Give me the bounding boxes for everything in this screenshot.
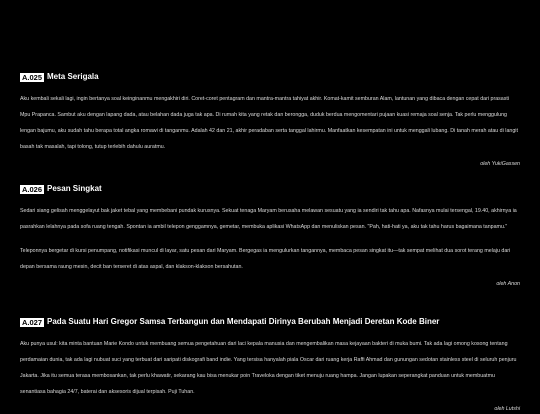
entry-a026	[20, 184, 520, 289]
entry-code-badge: A.025	[22, 72, 43, 82]
entry-paragraph: Aku punya usul: kita minta bantuan Marie Kondo untuk membuang semua pengetahuan dari laci kepala manusia dan mengembalikan masa kejayaan bakteri di muka bumi. Tak ada lagi omong kosong tentang perdamaian dunia, tak ada lagi nubuat suci yang terbuat dari saripati diskografi band indie. Yang tersisa hanyalah piala Oscar dari ruang kerja Raffi Ahmad dan gunungan sedotan stainless steel di seluruh penjuru Jakarta. Jika itu semua terasa membosankan, tak perlu khawatir, sekarang kau bisa menukar poin Traveloka dengan tiket menuju ruang hampa. Jangan lupakan seperangkat panduan untuk membuatmu senantiasa bahagia 24/7, baterai dan aksesoris dijual terpisah. Puji Tuhan.	[20, 341, 517, 395]
entry-paragraph: Teleponnya bergetar di kursi penumpang, notifikasi muncul di layar, satu pesan dari Maryam. Bergegas ia mengulurkan tangannya, membaca pesan singkat itu—tak sempat melihat dua sorot terang melaju dari depan bersama raung mesin, decit ban terseret di atas aspal, dan klakson-klakson bersahutan.	[20, 248, 511, 270]
entry-paragraph: Aku kembali sekali lagi, ingin bertanya soal keinginanmu mengakhiri diri. Coret-coret pentagram dan mantra-mantra tahiyat akhir. Komat-kamit semburan Alam, lantunan yang dibaca dengan cepat dari prasasti Mpu Prapanca. Sambut aku dengan lapang dada, atau belahan dada juga tak apa. Di rumah kita yang retak dan berongga, duduk berdua mengomentari pujaan kuasi remaja soal senja. Tak perlu menggulung lengan bajumu, aku sudah tahu berapa total angka romawi di tanganmu. Adalah 42 dan 21, akhir peradaban serta tanggal lahirmu. Manfaatkan kesempatan ini untuk menggali lubang. Di tanah merah atau di langit basah tak masalah, tapi tolong, tutup terlebih dahulu auratmu.	[20, 96, 518, 150]
entry-author: oleh Anon	[496, 281, 520, 287]
entry-author: oleh YukiGassen	[480, 161, 520, 167]
entry-title-row	[20, 317, 520, 327]
entry-code-badge: A.027	[22, 317, 43, 327]
entry-author: oleh Lutshi	[494, 406, 520, 412]
entry-a025	[20, 72, 520, 169]
entry-a027	[20, 317, 520, 414]
entry-title-row	[20, 72, 520, 82]
entry-title: Meta Serigala	[47, 72, 99, 81]
entry-code-badge: A.026	[22, 184, 43, 194]
entry-title-row	[20, 184, 520, 194]
entry-paragraph: Sedari siang gelisah menggelayut bak jaket tebal yang membebani pundak kurusnya. Sekuat tenaga Maryam berusaha melawan sesuatu yang ia sendiri tak tahu apa. Nafasnya mulai tersengal, 19.40, akhirnya ia pasrahkan lelahnya pada sofa ruang tengah. Spontan ia ambil telepon genggamnya, gemetar, membuka aplikasi WhatsApp dan menuliskan pesan. "Pah, hati-hati ya, aku tak tahu harus bagaimana tanpamu."	[20, 208, 517, 230]
entry-title: Pesan Singkat	[47, 184, 102, 193]
entry-title: Pada Suatu Hari Gregor Samsa Terbangun dan Mendapati Dirinya Berubah Menjadi Deretan Kode Biner	[47, 317, 440, 326]
